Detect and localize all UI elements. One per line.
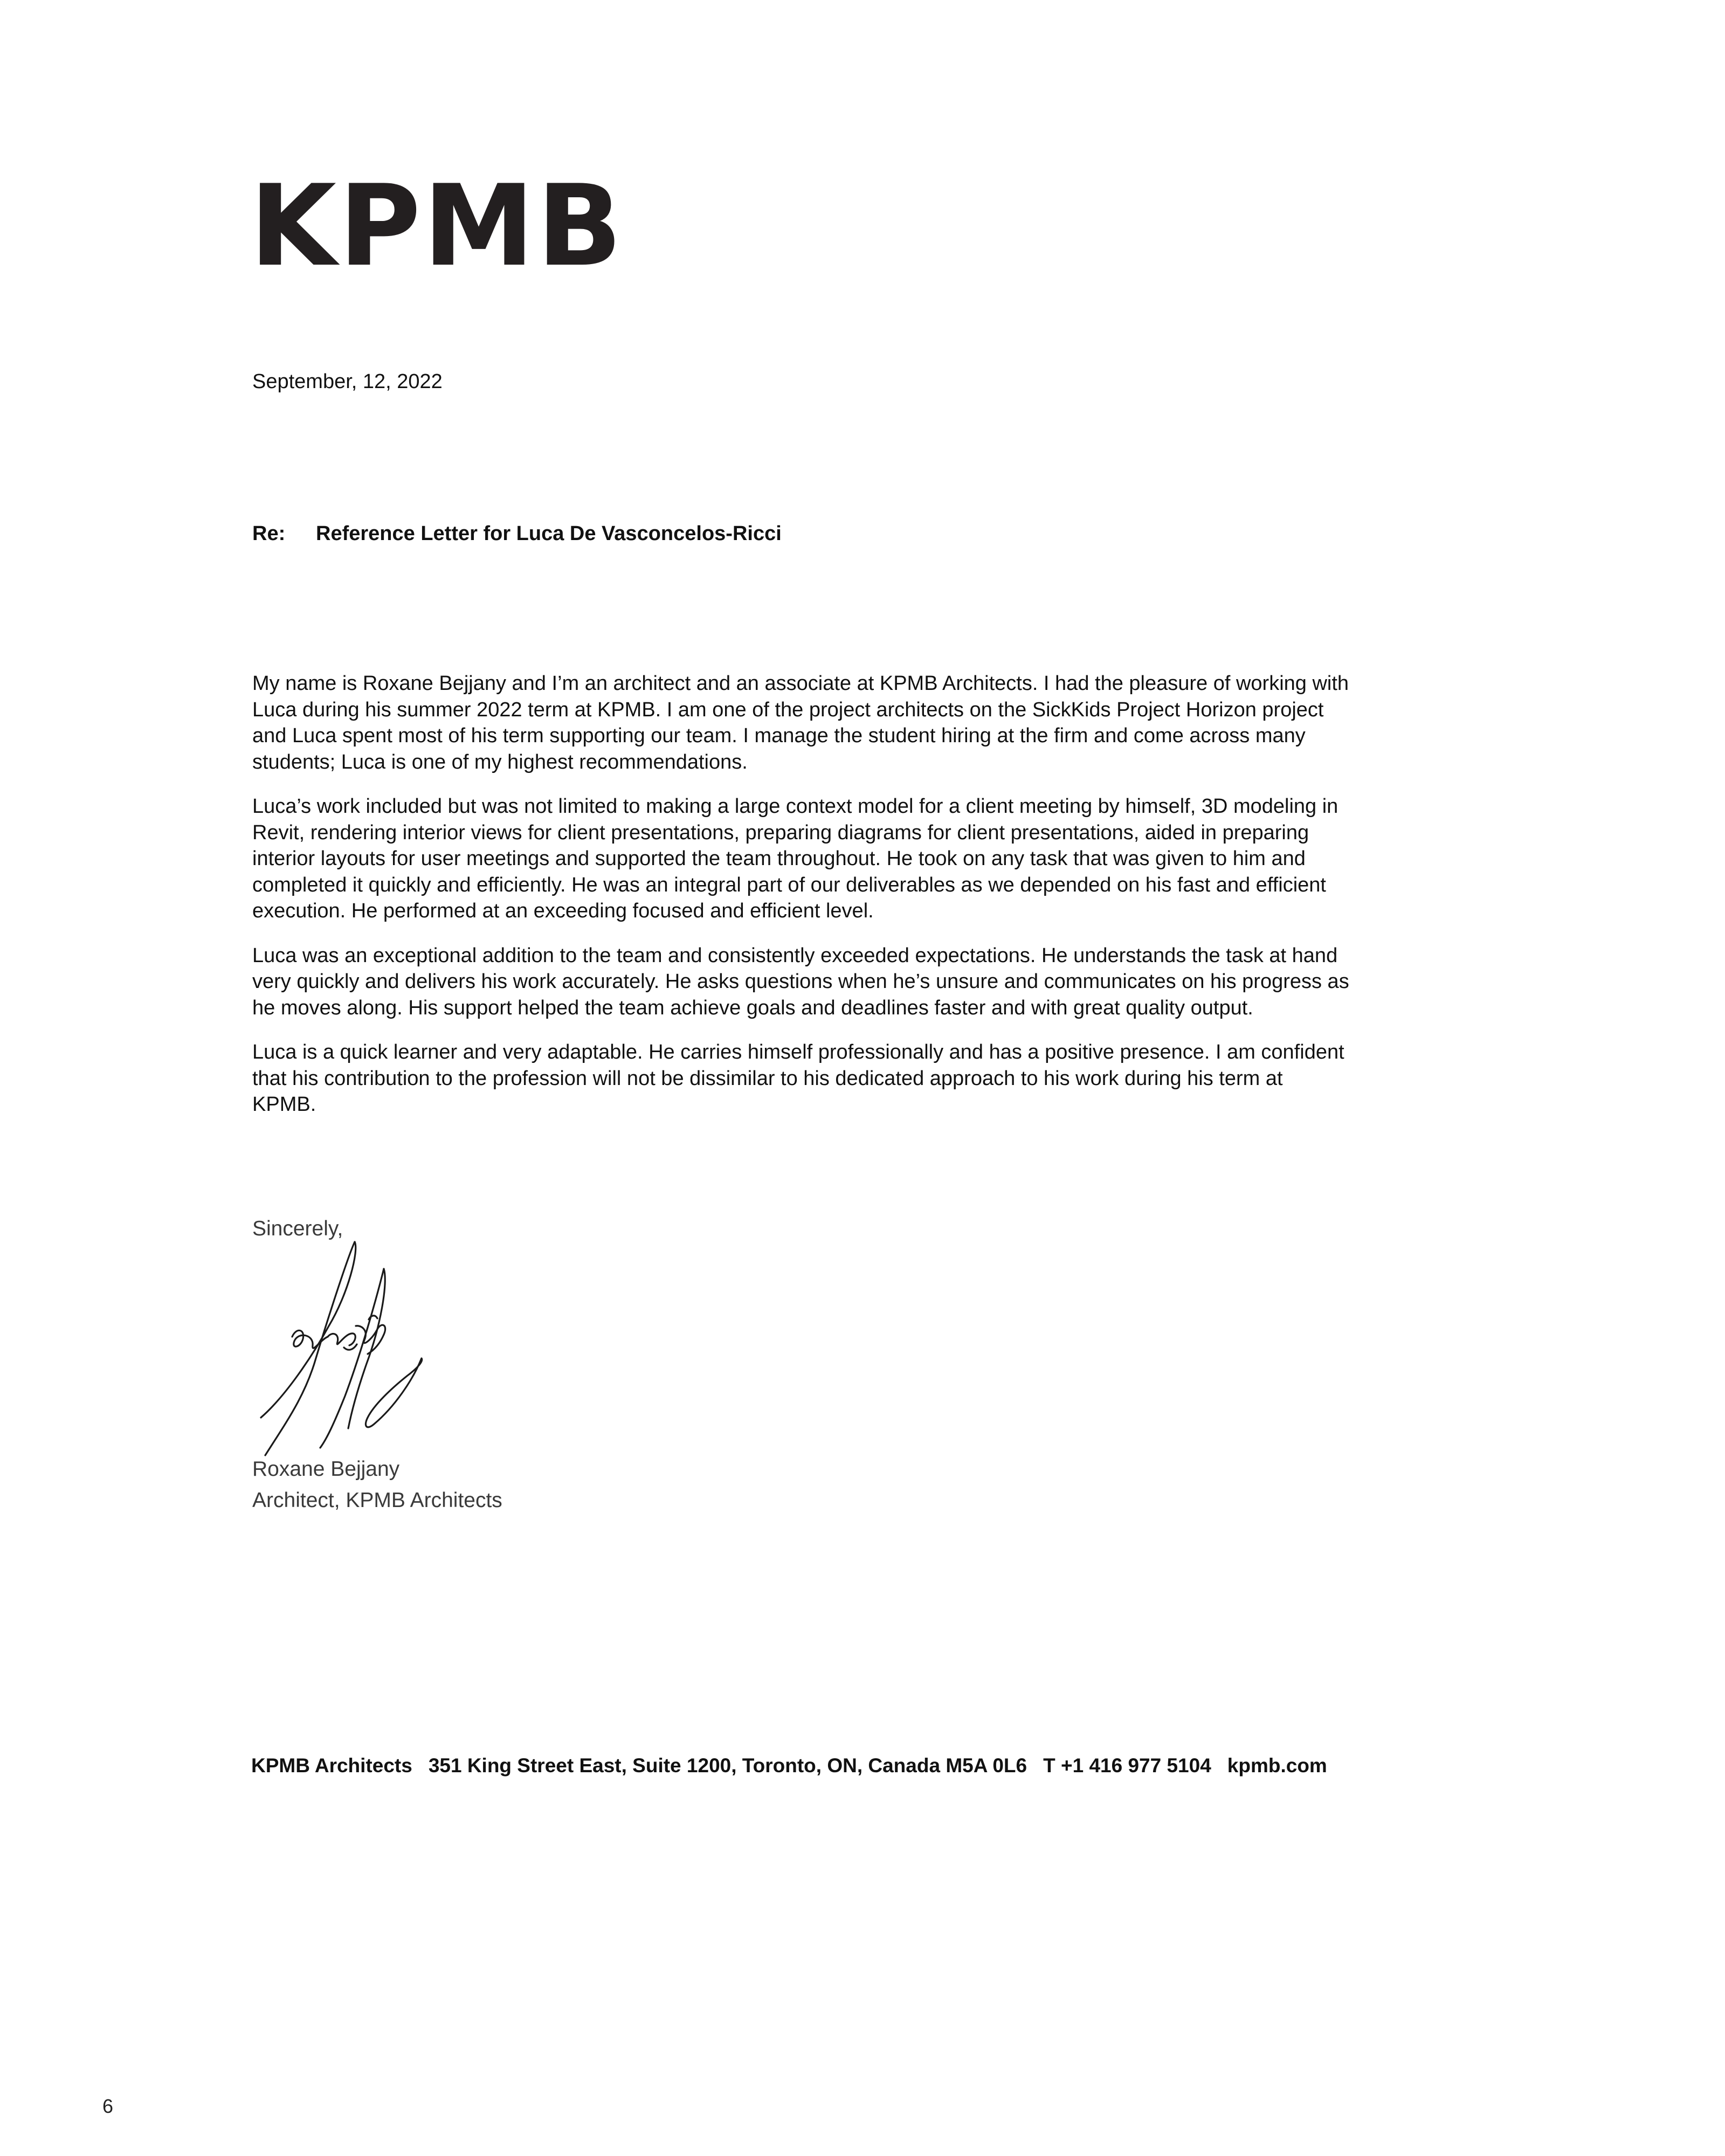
body-paragraph-2: Luca’s work included but was not limited to making a large context model for a client meeting by himself, 3D modeling in Revit, rendering interior views for client presentations, preparing diagrams for client presentations, aided in preparing interior layouts for user meetings and supported the team throughout. He took on any task that was given to him and completed it quickly and efficiently. He was an integral part of our deliverables as we depended on his fast and efficient execution. He performed at an exceeding focused and efficient level. <box>252 795 1338 922</box>
subject-label: Re: <box>252 522 286 545</box>
footer-phone: T +1 416 977 5104 <box>1043 1754 1211 1777</box>
subject-text: Reference Letter for Luca De Vasconcelos-Ricci <box>316 522 782 545</box>
letter-body <box>252 671 1352 1136</box>
signer-name: Roxane Bejjany <box>252 1457 400 1481</box>
body-paragraph-1: My name is Roxane Bejjany and I’m an architect and an associate at KPMB Architects. I had the pleasure of working with Luca during his summer 2022 term at KPMB. I am one of the project architects on the SickKids Project Horizon project and Luca spent most of his term supporting our team. I manage the student hiring at the firm and come across many students; Luca is one of my highest recommendations. <box>252 672 1349 773</box>
handwritten-signature <box>253 1234 431 1461</box>
body-paragraph-4: Luca is a quick learner and very adaptable. He carries himself professionally and has a positive presence. I am confident that his contribution to the profession will not be dissimilar to his dedicated approach to his work during his term at KPMB. <box>252 1041 1344 1116</box>
signer-title: Architect, KPMB Architects <box>252 1489 502 1512</box>
kpmb-logo: KPMB <box>250 161 625 292</box>
letterhead-footer <box>251 1753 1327 1779</box>
subject-line <box>252 521 782 547</box>
page-number: 6 <box>102 2095 114 2117</box>
closing-salutation: Sincerely, <box>252 1217 343 1240</box>
footer-website-link[interactable]: kpmb.com <box>1227 1754 1327 1777</box>
footer-address: 351 King Street East, Suite 1200, Toronto, ON, Canada M5A 0L6 <box>428 1754 1027 1777</box>
footer-company: KPMB Architects <box>251 1754 412 1777</box>
letter-date: September, 12, 2022 <box>252 370 443 393</box>
body-paragraph-3: Luca was an exceptional addition to the team and consistently exceeded expectations. He understands the task at hand very quickly and delivers his work accurately. He asks questions when he’s unsure and communicates on his progress as he moves along. His support helped the team achieve goals and deadlines faster and with great quality output. <box>252 944 1349 1019</box>
